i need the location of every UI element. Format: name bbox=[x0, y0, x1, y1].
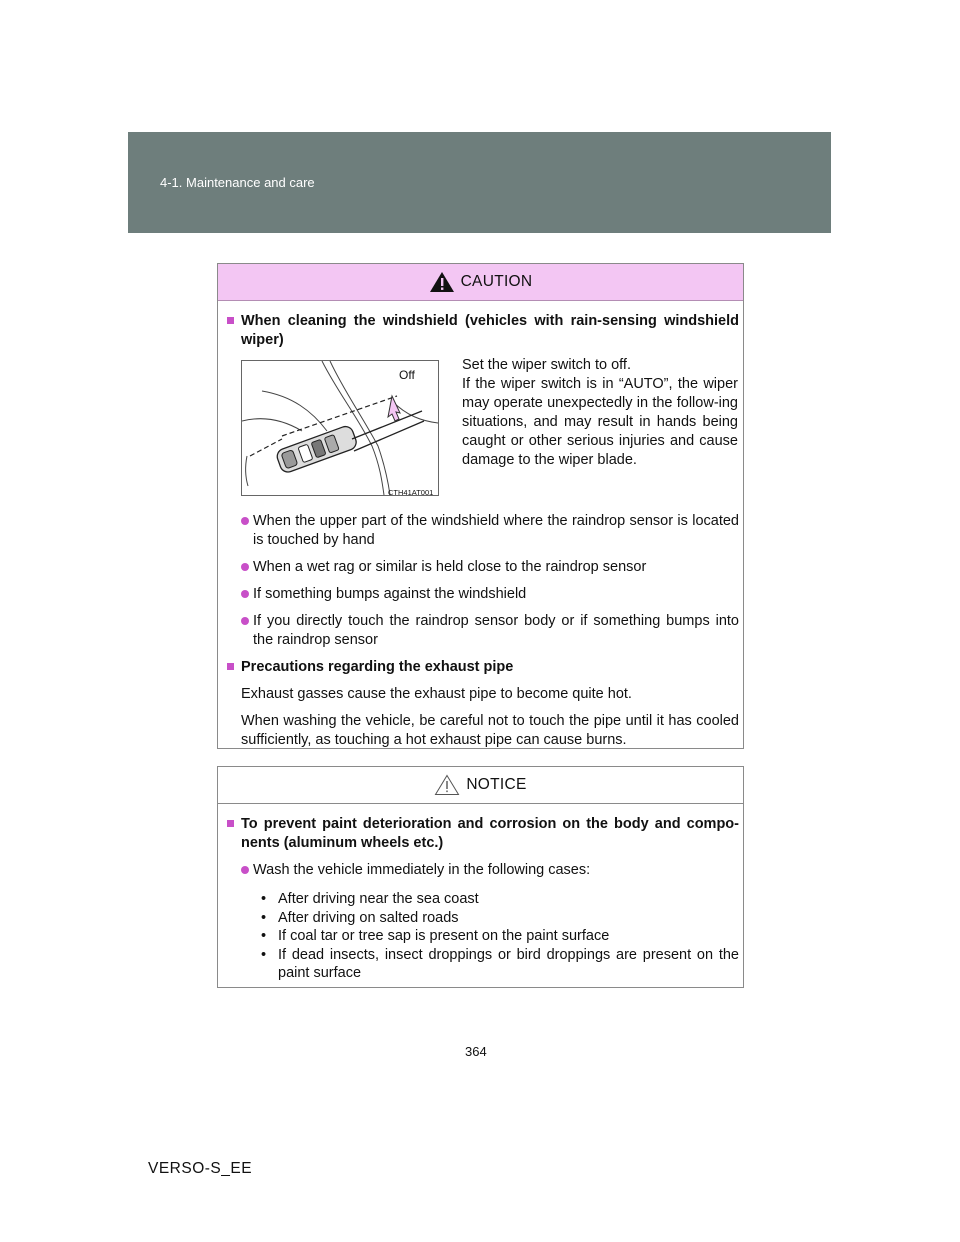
caution-header bbox=[218, 264, 743, 301]
windshield-heading: When cleaning the windshield (vehicles with rain-sensing windshield wiper) bbox=[227, 312, 739, 350]
notice-header bbox=[218, 767, 743, 804]
list-item: Wash the vehicle immediately in the following cases: bbox=[227, 861, 739, 880]
caution-title: CAUTION bbox=[460, 273, 533, 290]
section-header bbox=[128, 132, 831, 233]
figure-code: CTH41AT001 bbox=[388, 488, 434, 497]
paint-heading: To prevent paint deterioration and corrosion on the body and compo-nents (aluminum wheels etc.) bbox=[227, 815, 739, 853]
list-item: When the upper part of the windshield where the raindrop sensor is located is touched by hand bbox=[227, 512, 739, 550]
sub-list-item: • After driving near the sea coast bbox=[261, 891, 479, 907]
warning-icon bbox=[429, 271, 455, 293]
exhaust-heading: Precautions regarding the exhaust pipe bbox=[227, 658, 739, 677]
bullet-dot-icon bbox=[241, 563, 249, 571]
section-title: 4-1. Maintenance and care bbox=[160, 175, 315, 190]
paragraph: When washing the vehicle, be careful not to touch the pipe until it has cooled sufficiently, as touching a hot exhaust pipe can cause burns. bbox=[241, 713, 739, 748]
bullet-dot-icon bbox=[241, 617, 249, 625]
notice-title: NOTICE bbox=[466, 776, 527, 793]
wiper-switch-figure bbox=[241, 360, 439, 496]
list-item: If you directly touch the raindrop sensor body or if something bumps into the raindrop sensor bbox=[227, 612, 739, 650]
bullet-dot-icon bbox=[241, 590, 249, 598]
sub-list-item: • If dead insects, insect droppings or bird droppings are present on the paint surface bbox=[261, 946, 739, 981]
page-number: 364 bbox=[465, 1044, 487, 1059]
off-label: Off bbox=[399, 368, 415, 382]
notice-warning-icon bbox=[434, 774, 460, 796]
footer-id: VERSO-S_EE bbox=[148, 1160, 253, 1177]
paragraph: Exhaust gasses cause the exhaust pipe to become quite hot. bbox=[241, 686, 632, 702]
square-bullet-icon bbox=[227, 317, 234, 324]
figure-description: Set the wiper switch to off. If the wiper switch is in “AUTO”, the wiper may operate unexpectedly in the follow-ing situations, and may result in hands being caught or other serious injuries and cause damage to the wiper blade. bbox=[462, 357, 738, 468]
sub-list-item: • If coal tar or tree sap is present on the paint surface bbox=[261, 928, 610, 944]
sub-list bbox=[261, 890, 739, 983]
list-item: If something bumps against the windshield bbox=[227, 585, 739, 604]
bullet-dot-icon bbox=[241, 866, 249, 874]
bullet-dot-icon bbox=[241, 517, 249, 525]
notice-box bbox=[217, 766, 744, 988]
sub-list-item: • After driving on salted roads bbox=[261, 909, 459, 926]
list-item: When a wet rag or similar is held close to the raindrop sensor bbox=[227, 558, 739, 577]
square-bullet-icon bbox=[227, 820, 234, 827]
square-bullet-icon bbox=[227, 663, 234, 670]
caution-box bbox=[217, 263, 744, 749]
